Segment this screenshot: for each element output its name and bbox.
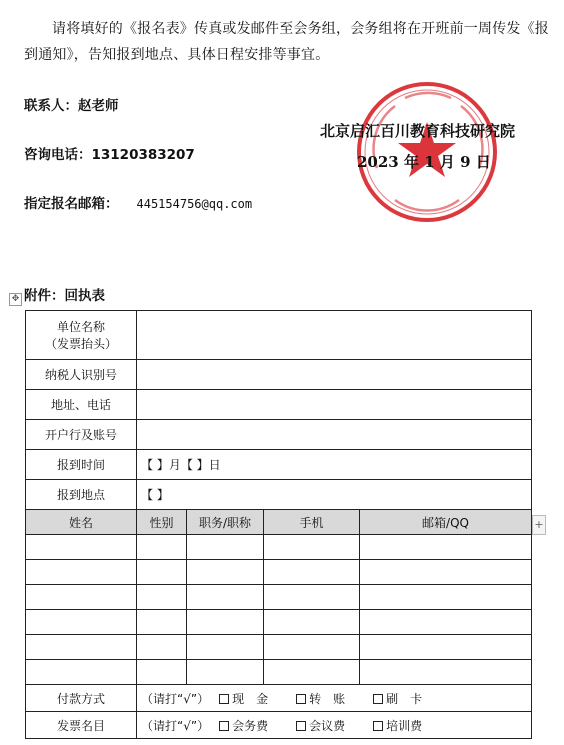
contact-person-value: 赵老师 xyxy=(78,98,119,114)
invoice-option[interactable]: 培训费 xyxy=(367,719,422,733)
attendee-header-row xyxy=(26,510,532,535)
contact-person xyxy=(24,94,119,114)
attendee-cell[interactable] xyxy=(137,535,187,560)
attendee-cell[interactable] xyxy=(187,660,264,685)
checkbox-icon[interactable] xyxy=(219,694,229,704)
contact-phone xyxy=(24,143,195,163)
attendee-row xyxy=(26,610,532,635)
attendee-cell[interactable] xyxy=(360,535,532,560)
form-row-label: 单位名称 （发票抬头） xyxy=(26,311,137,360)
attendee-cell[interactable] xyxy=(26,660,137,685)
payment-row xyxy=(26,685,532,712)
attendee-cell[interactable] xyxy=(360,660,532,685)
attendee-cell[interactable] xyxy=(264,660,360,685)
table-add-column-icon[interactable]: + xyxy=(532,515,546,535)
form-row xyxy=(26,311,532,360)
form-row xyxy=(26,360,532,390)
attendee-cell[interactable] xyxy=(26,635,137,660)
column-header: 姓名 xyxy=(26,510,137,535)
invoice-option[interactable]: 会议费 xyxy=(290,719,345,733)
checkbox-icon[interactable] xyxy=(296,694,306,704)
form-row-value[interactable] xyxy=(137,360,532,390)
attendee-cell[interactable] xyxy=(360,560,532,585)
attendee-cell[interactable] xyxy=(360,635,532,660)
column-header: 邮箱/QQ xyxy=(360,510,532,535)
form-row xyxy=(26,480,532,510)
attendee-cell[interactable] xyxy=(137,635,187,660)
form-row-value[interactable]: 【 】月【 】日 xyxy=(137,450,532,480)
table-move-icon[interactable]: ✥ xyxy=(9,293,22,306)
invoice-row xyxy=(26,712,532,739)
attendee-cell[interactable] xyxy=(137,660,187,685)
attendee-cell[interactable] xyxy=(187,635,264,660)
payment-option[interactable]: 现 金 xyxy=(213,692,268,706)
checkbox-icon[interactable] xyxy=(219,721,229,731)
attendee-cell[interactable] xyxy=(360,610,532,635)
attendee-row xyxy=(26,585,532,610)
invoice-option[interactable]: 会务费 xyxy=(213,719,268,733)
payment-options xyxy=(137,685,532,712)
form-row-value[interactable] xyxy=(137,390,532,420)
attendee-row xyxy=(26,535,532,560)
column-header: 性别 xyxy=(137,510,187,535)
attendee-cell[interactable] xyxy=(26,560,137,585)
form-row-label: 地址、电话 xyxy=(26,390,137,420)
form-row xyxy=(26,420,532,450)
stamp-org-name: 北京启汇百川教育科技研究院 xyxy=(320,122,516,140)
invoice-hint: （请打“√”） xyxy=(141,718,210,733)
column-header: 手机 xyxy=(264,510,360,535)
contact-phone-value: 13120383207 xyxy=(91,147,195,163)
form-row-label: 纳税人识别号 xyxy=(26,360,137,390)
attendee-cell[interactable] xyxy=(264,585,360,610)
attendee-cell[interactable] xyxy=(26,585,137,610)
attendee-cell[interactable] xyxy=(360,585,532,610)
attendee-cell[interactable] xyxy=(264,535,360,560)
form-row xyxy=(26,390,532,420)
payment-option[interactable]: 刷 卡 xyxy=(367,692,422,706)
attendee-cell[interactable] xyxy=(137,585,187,610)
notice-paragraph: 请将填好的《报名表》传真或发邮件至会务组，会务组将在开班前一周传发《报到通知》，告知报到地点、具体日程安排等事宜。 xyxy=(24,21,549,63)
contact-phone-label: 咨询电话： xyxy=(24,147,92,163)
column-header: 职务/职称 xyxy=(187,510,264,535)
payment-label: 付款方式 xyxy=(26,685,137,712)
checkbox-icon[interactable] xyxy=(373,721,383,731)
payment-hint: （请打“√”） xyxy=(141,691,210,706)
attendee-cell[interactable] xyxy=(26,535,137,560)
checkbox-icon[interactable] xyxy=(296,721,306,731)
attendee-row xyxy=(26,660,532,685)
contact-person-label: 联系人： xyxy=(24,98,78,114)
attendee-cell[interactable] xyxy=(187,535,264,560)
attendee-cell[interactable] xyxy=(264,560,360,585)
attachment-title: 附件：回执表 xyxy=(24,288,105,304)
attendee-cell[interactable] xyxy=(187,610,264,635)
stamp-date: 2023 年 1 月 9 日 xyxy=(357,153,491,171)
form-row-value[interactable]: 【 】 xyxy=(137,480,532,510)
attendee-cell[interactable] xyxy=(137,610,187,635)
invoice-label: 发票名目 xyxy=(26,712,137,739)
form-row-label: 报到时间 xyxy=(26,450,137,480)
form-row xyxy=(26,450,532,480)
invoice-options xyxy=(137,712,532,739)
form-row-label: 报到地点 xyxy=(26,480,137,510)
receipt-form-table xyxy=(25,310,532,739)
checkbox-icon[interactable] xyxy=(373,694,383,704)
form-row-value[interactable] xyxy=(137,420,532,450)
attendee-cell[interactable] xyxy=(137,560,187,585)
attendee-cell[interactable] xyxy=(264,610,360,635)
attendee-cell[interactable] xyxy=(187,560,264,585)
contact-email-value: 445154756@qq.com xyxy=(136,197,253,211)
contact-email xyxy=(24,192,252,212)
attendee-row xyxy=(26,635,532,660)
payment-option[interactable]: 转 账 xyxy=(290,692,345,706)
attendee-cell[interactable] xyxy=(264,635,360,660)
contact-email-label: 指定报名邮箱： xyxy=(24,196,119,212)
attendee-cell[interactable] xyxy=(187,585,264,610)
form-row-label: 开户行及账号 xyxy=(26,420,137,450)
attendee-row xyxy=(26,560,532,585)
attendee-cell[interactable] xyxy=(26,610,137,635)
form-row-value[interactable] xyxy=(137,311,532,360)
